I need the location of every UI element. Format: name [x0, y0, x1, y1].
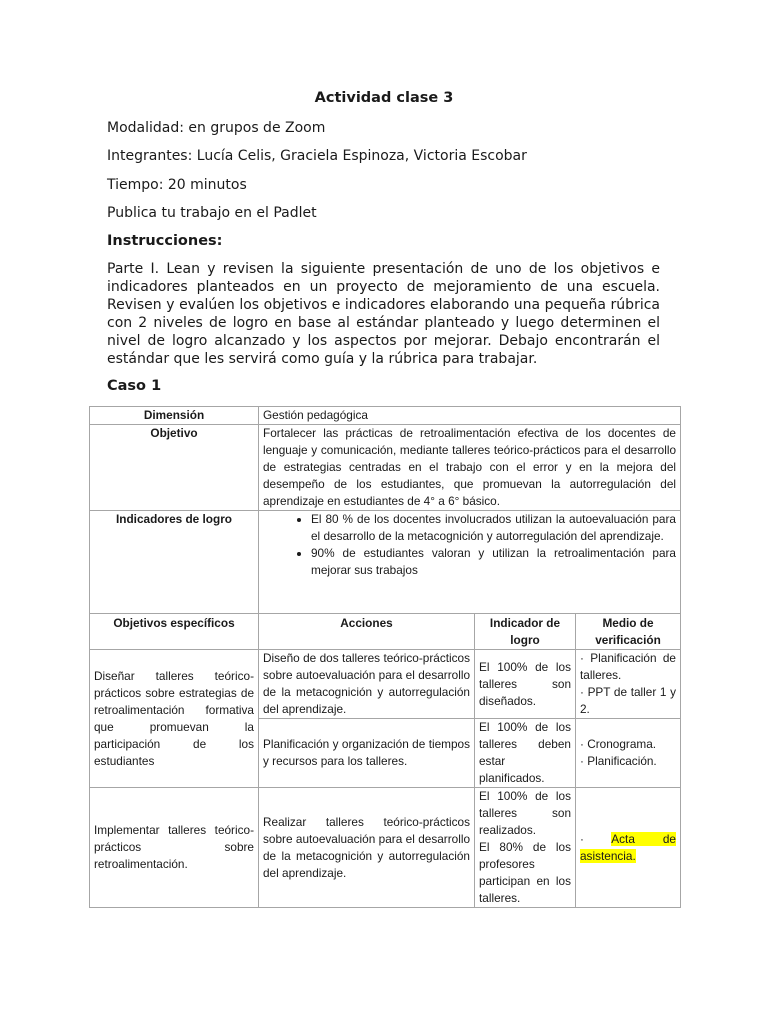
indicador-3-item: El 100% de los talleres son realizados. [479, 789, 571, 837]
dimension-label: Dimensión [90, 407, 259, 425]
header-row [90, 614, 681, 650]
objetivo-value: Fortalecer las prácticas de retroalimentación efectiva de los docentes de lenguaje y comunicación, mediante talleres teórico-prácticos para el desarrollo de estrategias centradas en el trabajo con el error y en la mejora del desempeño de los estudiantes, que promuevan la autorregulación del aprendizaje en estudiantes de 4° a 6° básico. [259, 425, 681, 511]
header-medio: Medio de verificación [576, 614, 681, 650]
objetivo-especifico-2: Implementar talleres teórico-prácticos sobre retroalimentación. [90, 788, 259, 908]
instrucciones-heading: Instrucciones: [107, 233, 223, 249]
indicador-item: • El 80 % de los docentes involucrados utilizan la autoevaluación para el desarrollo de la metacognición y autorregulación del aprendizaje. [311, 511, 676, 545]
tiempo-line: Tiempo: 20 minutos [107, 177, 247, 193]
table-row [90, 650, 681, 719]
modalidad-line: Modalidad: en grupos de Zoom [107, 120, 326, 136]
caso-heading: Caso 1 [107, 378, 162, 394]
padlet-line: Publica tu trabajo en el Padlet [107, 205, 317, 221]
indicador-item: • 90% de estudiantes valoran y utilizan la retroalimentación para mejorar sus trabajos [311, 545, 676, 579]
medio-1 [576, 650, 681, 719]
acta-asistencia-highlight: Acta de asistencia. [580, 831, 676, 863]
dimension-value: Gestión pedagógica [259, 407, 681, 425]
accion-1: Diseño de dos talleres teórico-prácticos sobre autoevaluación para el desarrollo de la metacognición y autorregulación del aprendizaje. [259, 650, 475, 719]
medio-3 [576, 788, 681, 908]
objetivo-especifico-1: Diseñar talleres teórico-prácticos sobre estrategias de retroalimentación formativa que promuevan la participación de los estudiantes [90, 650, 259, 788]
integrantes-line: Integrantes: Lucía Celis, Graciela Espinoza, Victoria Escobar [107, 148, 527, 164]
header-indicador: Indicador de logro [475, 614, 576, 650]
indicadores-cell [259, 511, 681, 614]
instrucciones-paragraph: Parte I. Lean y revisen la siguiente presentación de uno de los objetivos e indicadores planteados en un proyecto de mejoramiento de una escuela. Revisen y evalúen los objetivos e indicadores elaborando una pequeña rúbrica con 2 niveles de logro en base al estándar planteado y luego determinen el nivel de logro alcanzado y los aspectos por mejorar. Debajo encontrarán el estándar que les servirá como guía y la rúbrica para trabajar. [107, 261, 660, 367]
medio-2-item: · Cronograma. [580, 737, 657, 751]
indicador-1: El 100% de los talleres son diseñados. [475, 650, 576, 719]
indicadores-label: Indicadores de logro [90, 511, 259, 614]
medio-2-item: · Planificación. [580, 754, 657, 768]
objetivo-row [90, 425, 681, 511]
indicador-3-item: El 80% de los profesores participan en los talleres. [479, 840, 571, 905]
dimension-row [90, 407, 681, 425]
document-title: Actividad clase 3 [314, 90, 454, 106]
medio-1-item: · Planificación de talleres. [580, 651, 676, 682]
medio-1-item: · PPT de taller 1 y 2. [580, 685, 676, 716]
table-row [90, 788, 681, 908]
accion-2: Planificación y organización de tiempos y recursos para los talleres. [259, 719, 475, 788]
caso-table [89, 406, 681, 908]
indicadores-list [263, 511, 676, 579]
indicador-2: El 100% de los talleres deben estar planificados. [475, 719, 576, 788]
header-acciones: Acciones [259, 614, 475, 650]
medio-3-bullet: · [580, 831, 584, 846]
accion-3: Realizar talleres teórico-prácticos sobre autoevaluación para el desarrollo de la metacognición y autorregulación del aprendizaje. [259, 788, 475, 908]
objetivo-label: Objetivo [90, 425, 259, 511]
indicador-3 [475, 788, 576, 908]
indicadores-row [90, 511, 681, 614]
header-objetivos: Objetivos específicos [90, 614, 259, 650]
medio-2 [576, 719, 681, 788]
